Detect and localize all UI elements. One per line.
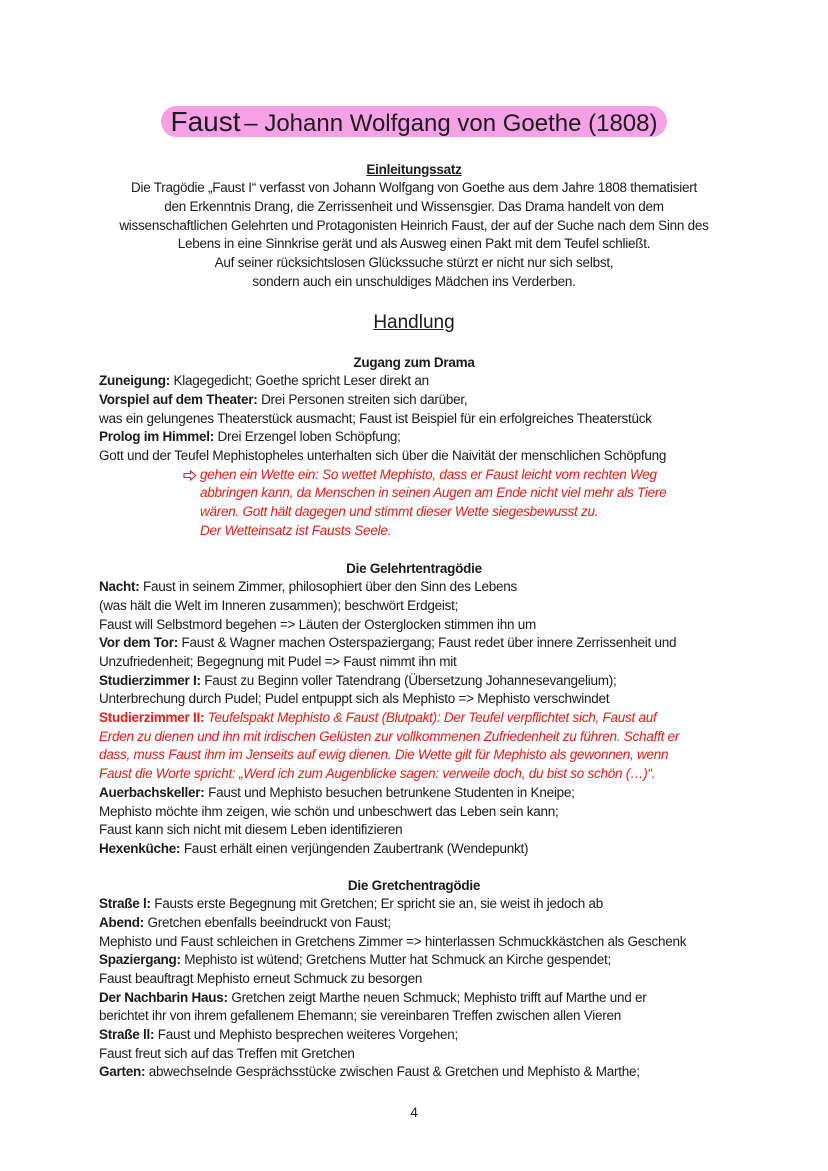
scene-line bbox=[0, 989, 828, 1008]
page-number: 4 bbox=[410, 1104, 418, 1120]
scene-text: Drei Personen streiten sich darüber, bbox=[261, 391, 468, 407]
scene-line bbox=[0, 951, 828, 970]
scene-text: Faust kann sich nicht mit diesem Leben identifizieren bbox=[99, 822, 403, 838]
scene-line bbox=[0, 895, 828, 914]
intro-line: Lebens in eine Sinnkrise gerät und als Ausweg einen Pakt mit dem Teufel schließt. bbox=[177, 236, 651, 252]
scene-label: Straße ll: bbox=[99, 1027, 155, 1043]
scene-line bbox=[0, 372, 828, 391]
scene-text: Gretchen zeigt Marthe neuen Schmuck; Mephisto trifft auf Marthe und er bbox=[231, 989, 647, 1005]
scene-text: Teufelspakt Mephisto & Faust (Blutpakt): Der Teufel verpflichtet sich, Faust auf bbox=[207, 710, 657, 726]
scene-line bbox=[0, 1007, 828, 1026]
scene-text: Fausts erste Begegnung mit Gretchen; Er spricht sie an, sie weist ih jedoch ab bbox=[154, 896, 604, 912]
title-highlight bbox=[161, 106, 668, 137]
scene-line bbox=[0, 428, 828, 447]
scene-line bbox=[0, 410, 828, 429]
title-main: Faust bbox=[170, 106, 241, 137]
scene-text: Drei Erzengel loben Schöpfung; bbox=[217, 429, 401, 445]
scene-text: Unterbrechung durch Pudel; Pudel entpuppt sich als Mephisto => Mephisto verschwindet bbox=[99, 691, 610, 707]
scene-text: abwechselnde Gesprächsstücke zwischen Faust & Gretchen und Mephisto & Marthe; bbox=[148, 1064, 640, 1080]
scene-text: dass, muss Faust ihm im Jenseits auf ewig dienen. Die Wette gilt für Mephisto als gewonnen, wenn bbox=[99, 747, 669, 763]
scene-text: Faust in seinem Zimmer, philosophiert über den Sinn des Lebens bbox=[143, 579, 517, 595]
scene-label: Nacht: bbox=[99, 579, 140, 595]
arrow-right-icon bbox=[183, 470, 197, 481]
page-number-container bbox=[0, 1104, 828, 1123]
gelehrtentragoedie-section bbox=[0, 560, 828, 859]
scene-line bbox=[0, 690, 828, 709]
scene-label: Studierzimmer I: bbox=[99, 672, 201, 688]
scene-text: Gott und der Teufel Mephistopheles unterhalten sich über die Naivität der menschlichen Schöpfung bbox=[99, 448, 667, 464]
scene-line bbox=[0, 746, 828, 765]
wette-text: gehen ein Wette ein: So wettet Mephisto, dass er Faust leicht vom rechten Weg bbox=[200, 466, 657, 482]
zugang-section bbox=[0, 354, 828, 541]
gretchentragoedie-section bbox=[0, 877, 828, 1083]
gretchen-heading: Die Gretchentragödie bbox=[347, 877, 481, 893]
scene-text: Faust die Worte spricht: „Werd ich zum Augenblicke sagen: verweile doch, du bist so schön (…)“. bbox=[99, 766, 656, 782]
scene-label: Auerbachskeller: bbox=[99, 784, 205, 800]
scene-label: Garten: bbox=[99, 1064, 146, 1080]
scene-line bbox=[0, 1026, 828, 1045]
scene-label: Vorspiel auf dem Theater: bbox=[99, 391, 258, 407]
scene-text: Klagegedicht; Goethe spricht Leser direkt an bbox=[173, 373, 429, 389]
scene-line bbox=[0, 933, 828, 952]
scene-line bbox=[0, 803, 828, 822]
scene-line bbox=[0, 1045, 828, 1064]
scene-line bbox=[0, 728, 828, 747]
scene-line bbox=[0, 634, 828, 653]
scene-line bbox=[0, 597, 828, 616]
scene-text: Erden zu dienen und ihn mit irdischen Gelüsten zur vollkommenen Zufriedenheit zu führen. Schafft er bbox=[99, 728, 680, 744]
scene-text: Faust und Mephisto besprechen weiteres Vorgehen; bbox=[157, 1027, 458, 1043]
scene-line bbox=[0, 840, 828, 859]
scene-text: Gretchen ebenfalls beeindruckt von Faust; bbox=[147, 914, 391, 930]
scene-text: Mephisto ist wütend; Gretchens Mutter hat Schmuck an Kirche gespendet; bbox=[184, 952, 612, 968]
intro-line: den Erkenntnis Drang, die Zerrissenheit und Wissensgier. Das Drama handelt von dem bbox=[164, 198, 664, 214]
zugang-heading: Zugang zum Drama bbox=[353, 354, 475, 370]
scene-label: Hexenküche: bbox=[99, 840, 181, 856]
wette-line: abbringen kann, da Menschen in seinen Augen am Ende nicht viel mehr als Tiere bbox=[200, 485, 667, 501]
scene-text: Faust zu Beginn voller Tatendrang (Übersetzung Johannesevangelium); bbox=[204, 672, 617, 688]
scene-text: Mephisto und Faust schleichen in Gretchens Zimmer => hinterlassen Schmuckkästchen als Geschenk bbox=[99, 933, 687, 949]
document-title bbox=[0, 106, 828, 137]
scene-line bbox=[0, 914, 828, 933]
handlung-heading-text: Handlung bbox=[373, 312, 455, 333]
scene-line bbox=[0, 653, 828, 672]
scene-text: Mephisto möchte ihm zeigen, wie schön und unbeschwert das Leben sein kann; bbox=[99, 803, 559, 819]
wette-line: Der Wetteinsatz ist Fausts Seele. bbox=[200, 522, 392, 538]
wette-line: wären. Gott hält dagegen und stimmt dieser Wette siegesbewusst zu. bbox=[200, 504, 599, 520]
scene-text: Faust & Wagner machen Osterspaziergang; Faust redet über innere Zerrissenheit und bbox=[181, 635, 677, 651]
scene-line bbox=[0, 970, 828, 989]
scene-text: Faust erhält einen verjüngenden Zaubertrank (Wendepunkt) bbox=[183, 840, 529, 856]
scene-line bbox=[0, 765, 828, 784]
scene-line bbox=[0, 1063, 828, 1082]
scene-line bbox=[0, 447, 828, 466]
intro-line: sondern auch ein unschuldiges Mädchen ins Verderben. bbox=[252, 273, 576, 289]
handlung-heading bbox=[0, 310, 828, 336]
scene-text: Faust beauftragt Mephisto erneut Schmuck zu besorgen bbox=[99, 971, 423, 987]
wette-line bbox=[0, 466, 828, 485]
title-subtitle: – Johann Wolfgang von Goethe (1808) bbox=[244, 110, 658, 137]
scene-text: Faust und Mephisto besuchen betrunkene Studenten in Kneipe; bbox=[208, 784, 575, 800]
scene-line bbox=[0, 616, 828, 635]
scene-text: Unzufriedenheit; Begegnung mit Pudel => Faust nimmt ihn mit bbox=[99, 654, 457, 670]
scene-line bbox=[0, 672, 828, 691]
scene-text: berichtet ihr von ihrem gefallenem Ehemann; sie vereinbaren Treffen zwischen allen Vieren bbox=[99, 1008, 622, 1024]
scene-line bbox=[0, 821, 828, 840]
scene-label: Vor dem Tor: bbox=[99, 635, 179, 651]
scene-line bbox=[0, 709, 828, 728]
intro-line: wissenschaftlichen Gelehrten und Protagonisten Heinrich Faust, der auf der Suche nach dem Sinn des bbox=[119, 217, 709, 233]
scene-line bbox=[0, 578, 828, 597]
scene-text: Faust freut sich auf das Treffen mit Gretchen bbox=[99, 1045, 355, 1061]
scene-label: Straße l: bbox=[99, 896, 151, 912]
scene-label: Der Nachbarin Haus: bbox=[99, 989, 228, 1005]
intro-line: Die Tragödie „Faust I“ verfasst von Johann Wolfgang von Goethe aus dem Jahre 1808 thematisiert bbox=[130, 180, 698, 196]
scene-text: (was hält die Welt im Inneren zusammen); beschwört Erdgeist; bbox=[99, 597, 459, 613]
intro-heading: Einleitungssatz bbox=[366, 161, 462, 177]
scene-text: Faust will Selbstmord begehen => Läuten der Osterglocken stimmen ihn um bbox=[99, 616, 536, 632]
gelehrt-heading: Die Gelehrtentragödie bbox=[346, 560, 482, 576]
intro-section bbox=[0, 161, 828, 292]
scene-label: Zuneigung: bbox=[99, 373, 170, 389]
scene-text: was ein gelungenes Theaterstück ausmacht; Faust ist Beispiel für ein erfolgreiches Theaterstück bbox=[99, 410, 652, 426]
scene-label: Prolog im Himmel: bbox=[99, 429, 215, 445]
scene-line bbox=[0, 391, 828, 410]
scene-line bbox=[0, 784, 828, 803]
scene-label: Studierzimmer II: bbox=[99, 710, 205, 726]
scene-label: Abend: bbox=[99, 914, 144, 930]
intro-line: Auf seiner rücksichtslosen Glückssuche stürzt er nicht nur sich selbst, bbox=[214, 255, 614, 271]
scene-label: Spaziergang: bbox=[99, 952, 181, 968]
